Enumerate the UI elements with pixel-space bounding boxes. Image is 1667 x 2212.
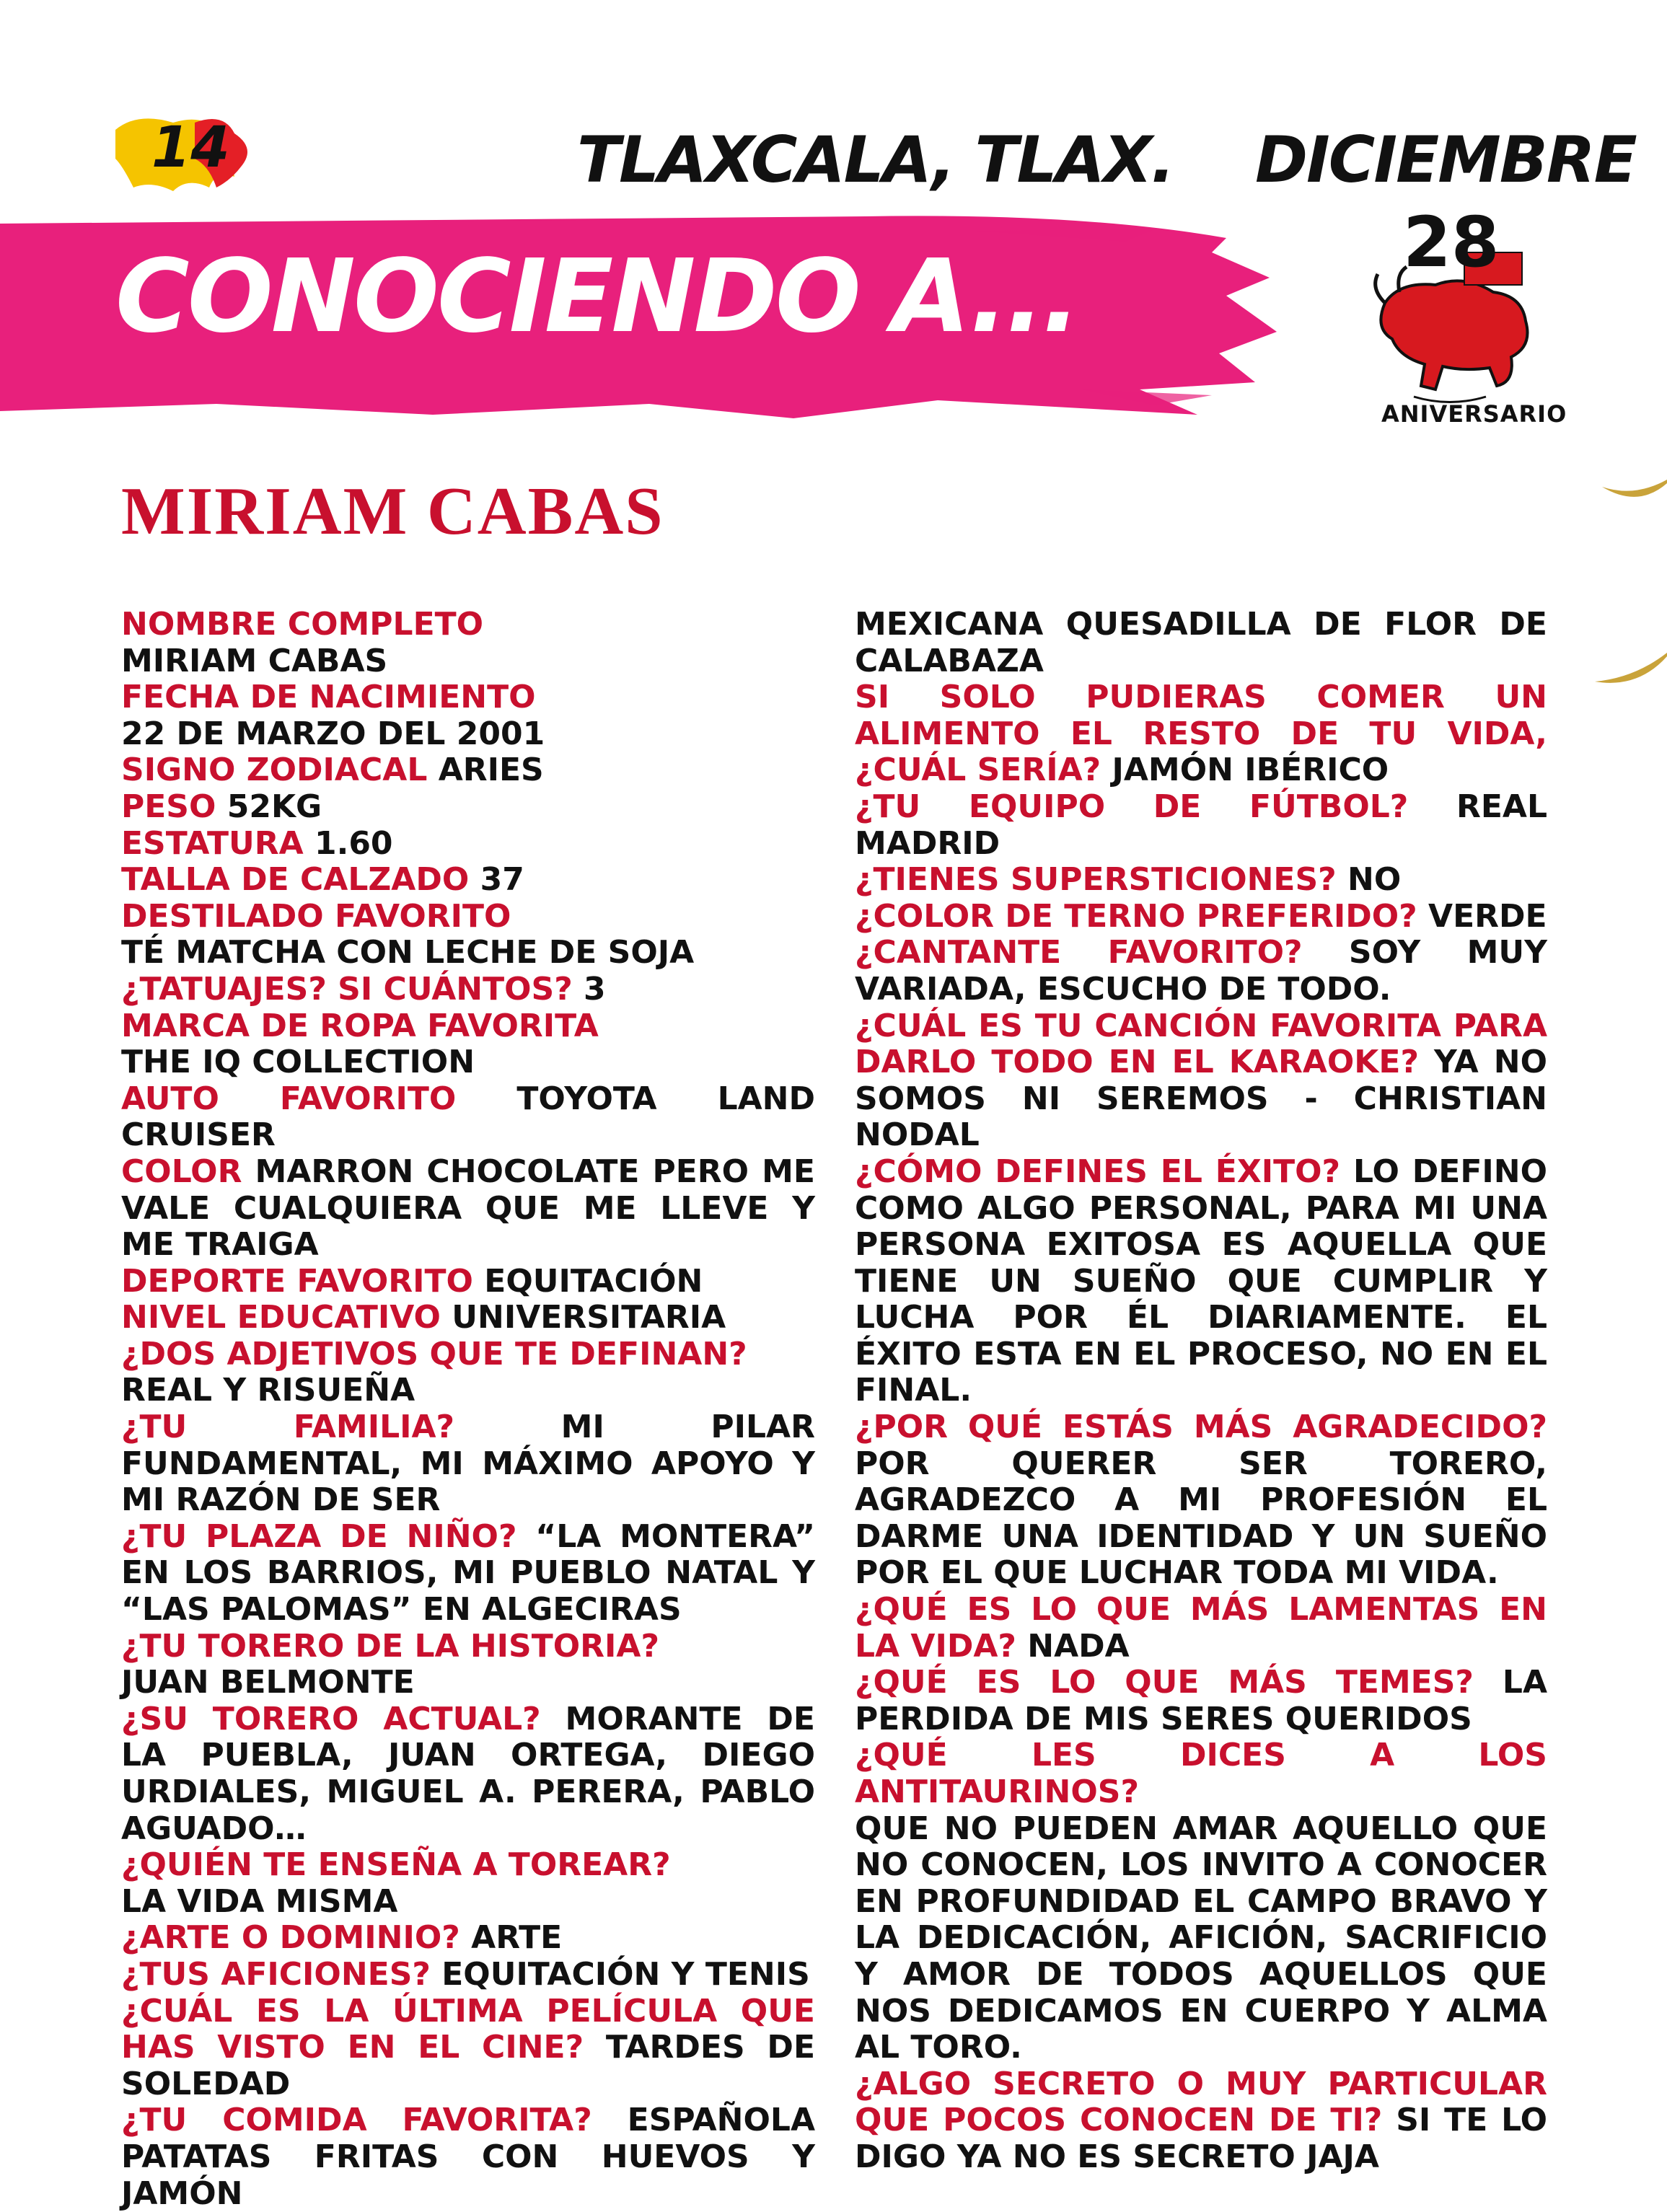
question-label: ¿TUS AFICIONES?: [121, 1955, 431, 1993]
question-label: ¿CUÁL ES LA ÚLTIMA PELÍCULA QUE HAS VISTO EN EL CINE?: [121, 1992, 815, 2066]
qa-item: [855, 1737, 1547, 2066]
qa-item: [121, 1847, 815, 1920]
left-column: [121, 607, 815, 2212]
section-title: CONOCIENDO A...: [115, 238, 1079, 356]
question-label: ¿QUÉ ES LO QUE MÁS TEMES?: [855, 1664, 1474, 1701]
qa-item: [121, 1629, 815, 1701]
answer-text: JUAN BELMONTE: [121, 1664, 415, 1701]
answer-text: EQUITACIÓN Y TENIS: [441, 1955, 810, 1993]
question-label: ¿TU COMIDA FAVORITA?: [121, 2102, 592, 2139]
qa-item: [855, 2066, 1547, 2176]
question-label: DESTILADO FAVORITO: [121, 897, 511, 935]
question-label: COLOR: [121, 1153, 242, 1190]
answer-text: MI PILAR FUNDAMENTAL, MI MÁXIMO APOYO Y MI RAZÓN DE SER: [121, 1409, 815, 1519]
answer-text: QUE NO PUEDEN AMAR AQUELLO QUE NO CONOCEN, LOS INVITO A CONOCER EN PROFUNDIDAD EL CAMPO BRAVO Y LA DEDICACIÓN, AFICIÓN, SACRIFICIO Y AMOR DE TODOS AQUELLOS QUE NOS DEDICAMOS EN CUERPO Y ALMA AL TORO.: [855, 1810, 1547, 2066]
question-label: ¿TATUAJES? SI CUÁNTOS?: [121, 970, 573, 1008]
answer-text: EQUITACIÓN: [484, 1262, 703, 1300]
answer-text: MORANTE DE LA PUEBLA, JUAN ORTEGA, DIEGO URDIALES, MIGUEL A. PERERA, PABLO AGUADO…: [121, 1700, 815, 1847]
right-column: [855, 607, 1547, 2176]
anniversary-caption: ANIVERSARIO: [1381, 400, 1567, 428]
answer-text: 22 DE MARZO DEL 2001: [121, 715, 545, 752]
question-label: TALLA DE CALZADO: [121, 861, 470, 899]
qa-item: [855, 607, 1547, 679]
question-label: PESO: [121, 788, 216, 825]
answer-text: MARRON CHOCOLATE PERO ME VALE CUALQUIERA QUE ME LLEVE Y ME TRAIGA: [121, 1153, 815, 1264]
question-label: ¿CANTANTE FAVORITO?: [855, 934, 1303, 971]
qa-item: [121, 1008, 815, 1081]
question-label: ¿DOS ADJETIVOS QUE TE DEFINAN?: [121, 1335, 747, 1372]
answer-text: UNIVERSITARIA: [452, 1299, 726, 1336]
gold-swoosh-icon: [1595, 649, 1667, 692]
answer-text: YA NO SOMOS NI SEREMOS - CHRISTIAN NODAL: [855, 1044, 1548, 1154]
answer-text: LO DEFINO COMO ALGO PERSONAL, PARA MI UNA PERSONA EXITOSA ES AQUELLA QUE TIENE UN SUEÑO QUE CUMPLIR Y LUCHA POR ÉL DIARIAMENTE. EL ÉXITO ESTA EN EL PROCESO, NO EN EL FINAL.: [855, 1153, 1547, 1409]
question-label: MARCA DE ROPA FAVORITA: [121, 1007, 599, 1044]
qa-item: [121, 607, 815, 679]
qa-item: [121, 1957, 815, 1993]
answer-text: MEXICANA QUESADILLA DE FLOR DE CALABAZA: [855, 606, 1547, 679]
qa-item: [855, 899, 1547, 935]
question-label: ¿ALGO SECRETO O MUY PARTICULAR QUE POCOS CONOCEN DE TI?: [855, 2065, 1547, 2139]
answer-text: POR QUERER SER TORERO, AGRADEZCO A MI PROFESIÓN EL DARME UNA IDENTIDAD Y UN SUEÑO POR EL QUE LUCHAR TODA MI VIDA.: [855, 1445, 1547, 1592]
answer-text: “LA MONTERA” EN LOS BARRIOS, MI PUEBLO NATAL Y “LAS PALOMAS” EN ALGECIRAS: [121, 1517, 815, 1629]
qa-item: [121, 1920, 815, 1957]
qa-item: [121, 1519, 815, 1629]
qa-item: [121, 1264, 815, 1300]
answer-text: TÉ MATCHA CON LECHE DE SOJA: [121, 934, 695, 971]
answer-text: 1.60: [314, 824, 393, 862]
answer-text: LA PERDIDA DE MIS SERES QUERIDOS: [855, 1664, 1548, 1737]
page-number: 14: [151, 115, 230, 180]
qa-item: [855, 679, 1547, 789]
question-label: ¿TU PLAZA DE NIÑO?: [121, 1517, 517, 1555]
qa-item: [121, 789, 815, 826]
question-label: ESTATURA: [121, 824, 304, 862]
qa-item: [855, 1665, 1547, 1737]
question-label: ¿CUÁL ES TU CANCIÓN FAVORITA PARA DARLO TODO EN EL KARAOKE?: [855, 1007, 1547, 1081]
qa-item: [855, 935, 1547, 1008]
qa-item: [121, 679, 815, 752]
answer-text: 37: [480, 861, 524, 899]
qa-item: [121, 971, 815, 1008]
answer-text: 3: [584, 970, 606, 1008]
qa-item: [121, 1993, 815, 2103]
qa-item: [121, 1300, 815, 1336]
question-label: ¿ARTE O DOMINIO?: [121, 1919, 460, 1957]
answer-text: NADA: [1027, 1627, 1130, 1665]
qa-item: [121, 1154, 815, 1264]
profile-name: MIRIAM CABAS: [121, 474, 664, 549]
answer-text: 52KG: [226, 788, 322, 825]
qa-item: [121, 1336, 815, 1409]
question-label: NIVEL EDUCATIVO: [121, 1299, 441, 1336]
qa-item: [855, 1008, 1547, 1154]
question-label: FECHA DE NACIMIENTO: [121, 679, 536, 716]
answer-text: REAL MADRID: [855, 788, 1547, 862]
qa-item: [121, 899, 815, 971]
question-label: DEPORTE FAVORITO: [121, 1262, 473, 1300]
question-label: ¿TU EQUIPO DE FÚTBOL?: [855, 788, 1409, 825]
question-label: ¿COLOR DE TERNO PREFERIDO?: [855, 897, 1417, 935]
answer-text: TOYOTA LAND CRUISER: [121, 1080, 816, 1154]
qa-item: [855, 1409, 1547, 1592]
question-label: ¿SU TORERO ACTUAL?: [121, 1700, 541, 1737]
anniversary-number: 28: [1403, 202, 1500, 283]
qa-item: [855, 1154, 1547, 1409]
question-label: ¿QUÉ ES LO QUE MÁS LAMENTAS EN LA VIDA?: [855, 1591, 1547, 1665]
question-label: NOMBRE COMPLETO: [121, 606, 484, 643]
question-label: ¿QUIÉN TE ENSEÑA A TOREAR?: [121, 1846, 671, 1884]
question-label: ¿TU FAMILIA?: [121, 1409, 455, 1446]
question-label: ¿TU TORERO DE LA HISTORIA?: [121, 1627, 659, 1665]
qa-item: [121, 2102, 815, 2212]
qa-item: [121, 862, 815, 899]
qa-item: [855, 862, 1547, 899]
question-label: ¿POR QUÉ ESTÁS MÁS AGRADECIDO?: [855, 1409, 1547, 1446]
answer-text: ESPAÑOLA PATATAS FRITAS CON HUEVOS Y JAMÓN: [121, 2102, 815, 2212]
qa-item: [121, 826, 815, 863]
question-label: SI SOLO PUDIERAS COMER UN ALIMENTO EL RESTO DE TU VIDA, ¿CUÁL SERÍA?: [855, 679, 1547, 789]
answer-text: ARTE: [471, 1919, 563, 1957]
question-label: AUTO FAVORITO: [121, 1080, 457, 1117]
answer-text: NO: [1347, 861, 1402, 899]
header-month: DICIEMBRE: [1255, 123, 1636, 197]
qa-item: [855, 1592, 1547, 1665]
header-city: TLAXCALA, TLAX.: [577, 123, 1174, 197]
answer-text: SI TE LO DIGO YA NO ES SECRETO JAJA: [855, 2102, 1547, 2175]
answer-text: JAMÓN IBÉRICO: [1112, 752, 1389, 789]
question-label: ¿TIENES SUPERSTICIONES?: [855, 861, 1337, 899]
answer-text: ARIES: [438, 752, 544, 789]
answer-text: MIRIAM CABAS: [121, 642, 388, 679]
qa-item: [121, 1701, 815, 1847]
answer-text: LA VIDA MISMA: [121, 1882, 398, 1920]
question-label: SIGNO ZODIACAL: [121, 752, 428, 789]
answer-text: SOY MUY VARIADA, ESCUCHO DE TODO.: [855, 934, 1547, 1008]
qa-item: [855, 789, 1547, 862]
qa-item: [121, 1409, 815, 1519]
gold-swoosh-icon: [1595, 469, 1667, 512]
qa-item: [121, 1081, 815, 1154]
question-label: ¿CÓMO DEFINES EL ÉXITO?: [855, 1153, 1341, 1190]
page-number-badge: [108, 108, 260, 195]
answer-text: TARDES DE SOLEDAD: [121, 2029, 815, 2102]
qa-item: [121, 752, 815, 789]
answer-text: REAL Y RISUEÑA: [121, 1372, 415, 1409]
answer-text: THE IQ COLLECTION: [121, 1044, 475, 1081]
answer-text: VERDE: [1428, 897, 1547, 935]
question-label: ¿QUÉ LES DICES A LOS ANTITAURINOS?: [855, 1737, 1547, 1810]
